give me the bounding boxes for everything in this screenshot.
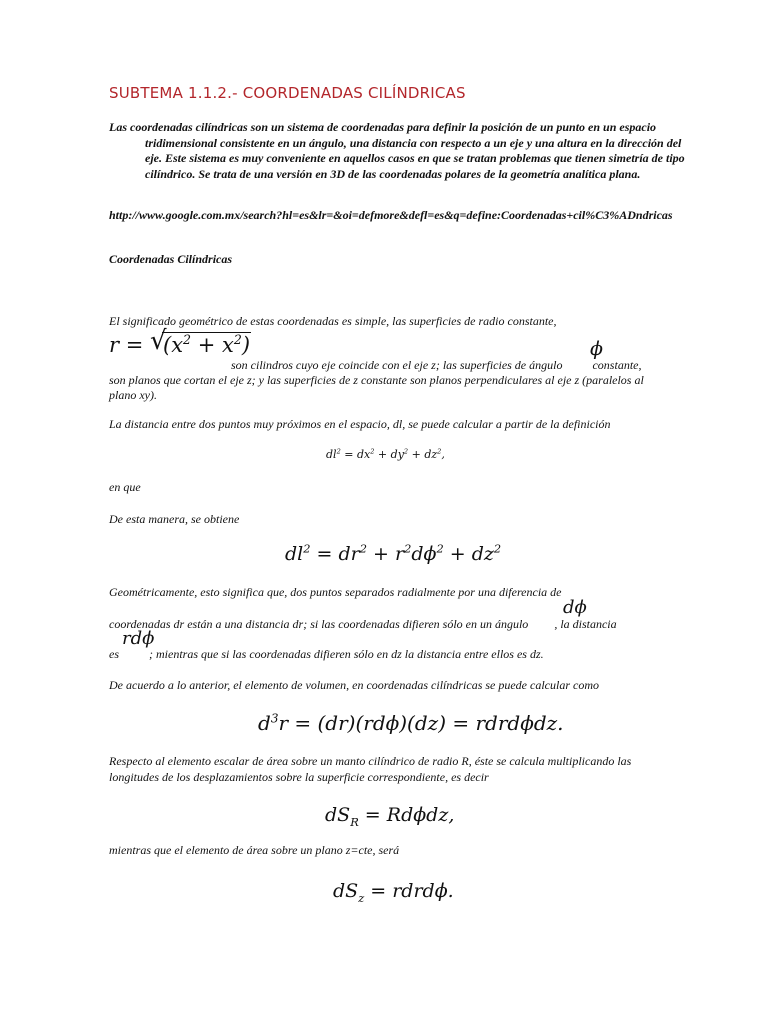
fdl-d-exp: 2	[437, 447, 442, 456]
formula-dl-definition	[326, 448, 445, 461]
paragraph-area: Respecto al elemento escalar de área sobre un manto cilíndrico de radio R, éste se calcula multiplicando las longitudes de los desplazamientos sobre la superficie correspondiente, es decir	[109, 754, 632, 784]
sqrt-expression	[150, 326, 251, 357]
paragraph-cylinders-a	[231, 358, 661, 373]
formula-r-term-a: (x	[163, 333, 184, 357]
fdl-a: dl	[326, 448, 337, 461]
text-cylinders-a: son cilindros cuyo eje coincide con el eje z; las superficies de ángulo	[231, 358, 563, 372]
formula-r	[109, 326, 251, 357]
paragraph-geometric-3	[109, 647, 669, 662]
fdsr-a: dS	[325, 804, 351, 826]
paragraph-geometric-meaning: El significado geométrico de estas coordenadas es simple, las superficies de radio constante,	[109, 314, 557, 328]
fdsr-b: = Rdϕdz,	[358, 804, 455, 826]
formula-area-plane	[333, 880, 454, 905]
fdl-c: + dy	[374, 448, 404, 461]
text-geo3-b: ; mientras que si las coordenadas difieren sólo en dz la distancia entre ellos es dz.	[149, 647, 544, 661]
fdl2-a-exp: 2	[303, 541, 311, 556]
phi-symbol: ϕ	[590, 338, 603, 360]
fdsz-a: dS	[333, 880, 359, 902]
paragraph-distance: La distancia entre dos puntos muy próximos en el espacio, dl, se puede calcular a partir de la definición	[109, 417, 611, 431]
fdl-b: = dx	[340, 448, 371, 461]
rdphi-symbol: rdϕ	[122, 628, 155, 649]
fvol-a-exp: 3	[270, 711, 279, 726]
fdl-c-exp: 2	[403, 447, 409, 456]
fdl-end: ,	[441, 448, 445, 461]
fdl2-c: + r	[367, 543, 405, 565]
text-geo3-a: es	[109, 647, 119, 661]
formula-r-exp-a: 2	[183, 332, 192, 347]
fdl-d: + dz	[408, 448, 438, 461]
sqrt-icon: √	[150, 326, 167, 356]
formula-r-exp-b: 2	[233, 332, 242, 347]
text-geo2-a: coordenadas dr están a una distancia dr; si las coordenadas difieren sólo en un ángulo	[109, 617, 529, 631]
fdl2-e-exp: 2	[493, 541, 502, 556]
text-cylinders-b: constante,	[592, 358, 642, 372]
source-url: http://www.google.com.mx/search?hl=es&lr=&oi=defmore&defl=es&q=define:Coordenadas+cil%C3%ADndricas	[109, 208, 673, 222]
text-en-que: en que	[109, 480, 141, 494]
paragraph-plane: mientras que el elemento de área sobre un plano z=cte, será	[109, 843, 400, 857]
fdsz-sub: z	[358, 890, 365, 905]
fdl2-d-exp: 2	[436, 541, 444, 556]
formula-dl-cylindrical	[285, 543, 501, 565]
fdsz-b: = rdrdϕ.	[364, 880, 454, 902]
paragraph-volume: De acuerdo a lo anterior, el elemento de volumen, en coordenadas cilíndricas se puede calcular como	[109, 678, 599, 692]
fdl2-b: = dr	[310, 543, 360, 565]
formula-r-term-b: + x	[191, 333, 234, 357]
page-title: SUBTEMA 1.1.2.- COORDENADAS CILÍNDRICAS	[109, 84, 466, 102]
paragraph-cylinders-c: son planos que cortan el eje z; y las superficies de z constante son planos perpendiculares al eje z (paralelos al plano xy).	[109, 373, 644, 402]
fvol-b: r = (dr)(rdϕ)(dz) = rdrdϕdz.	[278, 711, 564, 735]
section-heading: Coordenadas Cilíndricas	[109, 252, 233, 266]
fdl2-c-exp: 2	[404, 541, 412, 556]
dphi-symbol: dϕ	[563, 597, 587, 618]
fdl-a-exp: 2	[336, 447, 341, 456]
fdl-b-exp: 2	[370, 447, 375, 456]
fdl2-b-exp: 2	[359, 541, 367, 556]
text-geo2-b: , la distancia	[554, 617, 617, 631]
fdl2-d: dϕ	[411, 543, 437, 565]
fdl2-a: dl	[285, 543, 304, 565]
formula-r-lhs: r =	[109, 333, 150, 357]
formula-volume-element	[258, 711, 564, 735]
paragraph-geometric-2	[109, 617, 669, 632]
paragraph-geometric-1: Geométricamente, esto significa que, dos puntos separados radialmente por una diferencia de	[109, 585, 562, 599]
fdsr-sub: R	[350, 814, 359, 829]
fvol-a: d	[258, 711, 271, 735]
text-se-obtiene: De esta manera, se obtiene	[109, 512, 240, 526]
formula-area-cylinder	[325, 804, 455, 829]
fdl2-e: + dz	[443, 543, 494, 565]
intro-paragraph: Las coordenadas cilíndricas son un sistema de coordenadas para definir la posición de un punto en un espacio tridimensional consistente en un ángulo, una distancia con respecto a un eje y una altura en la dirección del eje. Este sistema es muy conveniente en aquellos casos en que se tratan problemas que tienen simetría de tipo cilíndrico. Se trata de una versión en 3D de las coordenadas polares de la geometría analítica plana.	[109, 120, 685, 181]
formula-r-close: )	[241, 333, 251, 357]
